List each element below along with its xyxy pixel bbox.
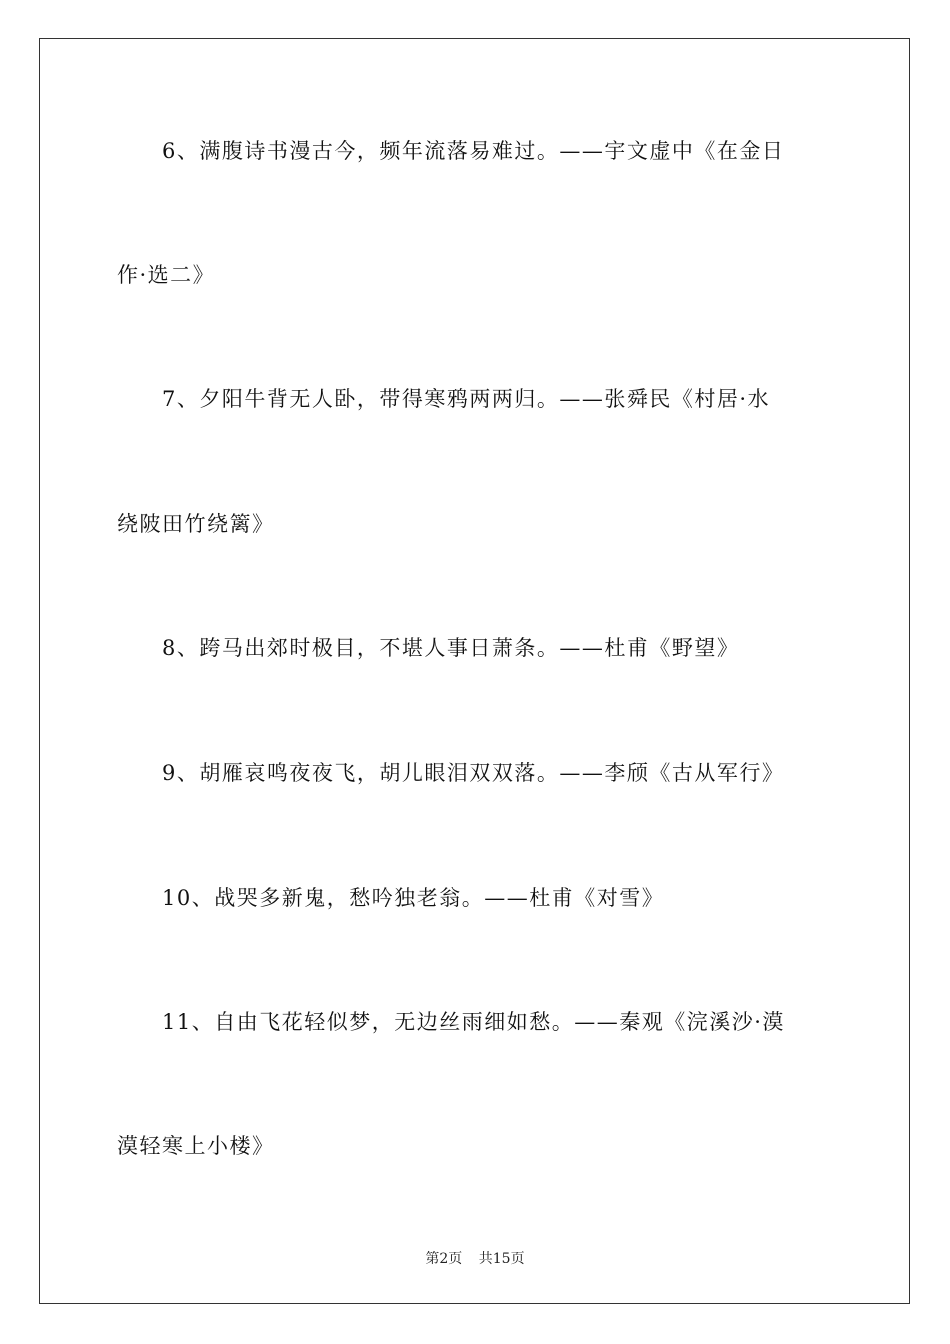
- paragraph-11-line-1: 11、自由飞花轻似梦，无边丝雨细如愁。——秦观《浣溪沙·漠: [162, 1010, 785, 1034]
- paragraph-7-line-1: 7、夕阳牛背无人卧，带得寒鸦两两归。——张舜民《村居·水: [162, 387, 771, 411]
- page-frame: [39, 38, 910, 1304]
- paragraph-6-line-1: 6、满腹诗书漫古今，频年流落易难过。——宇文虚中《在金日: [162, 139, 785, 163]
- paragraph-8-line-1: 8、跨马出郊时极目，不堪人事日萧条。——杜甫《野望》: [162, 636, 740, 660]
- paragraph-6-line-2: 作·选二》: [117, 263, 216, 287]
- page-footer: [0, 1248, 950, 1268]
- paragraph-7-line-2: 绕陂田竹绕篱》: [117, 512, 275, 536]
- page-number: 第2页: [425, 1251, 463, 1267]
- page-total: 共15页: [478, 1251, 525, 1267]
- paragraph-11-line-2: 漠轻寒上小楼》: [117, 1134, 275, 1158]
- paragraph-9-line-1: 9、胡雁哀鸣夜夜飞，胡儿眼泪双双落。——李颀《古从军行》: [162, 761, 785, 785]
- paragraph-10-line-1: 10、战哭多新鬼，愁吟独老翁。——杜甫《对雪》: [162, 886, 665, 910]
